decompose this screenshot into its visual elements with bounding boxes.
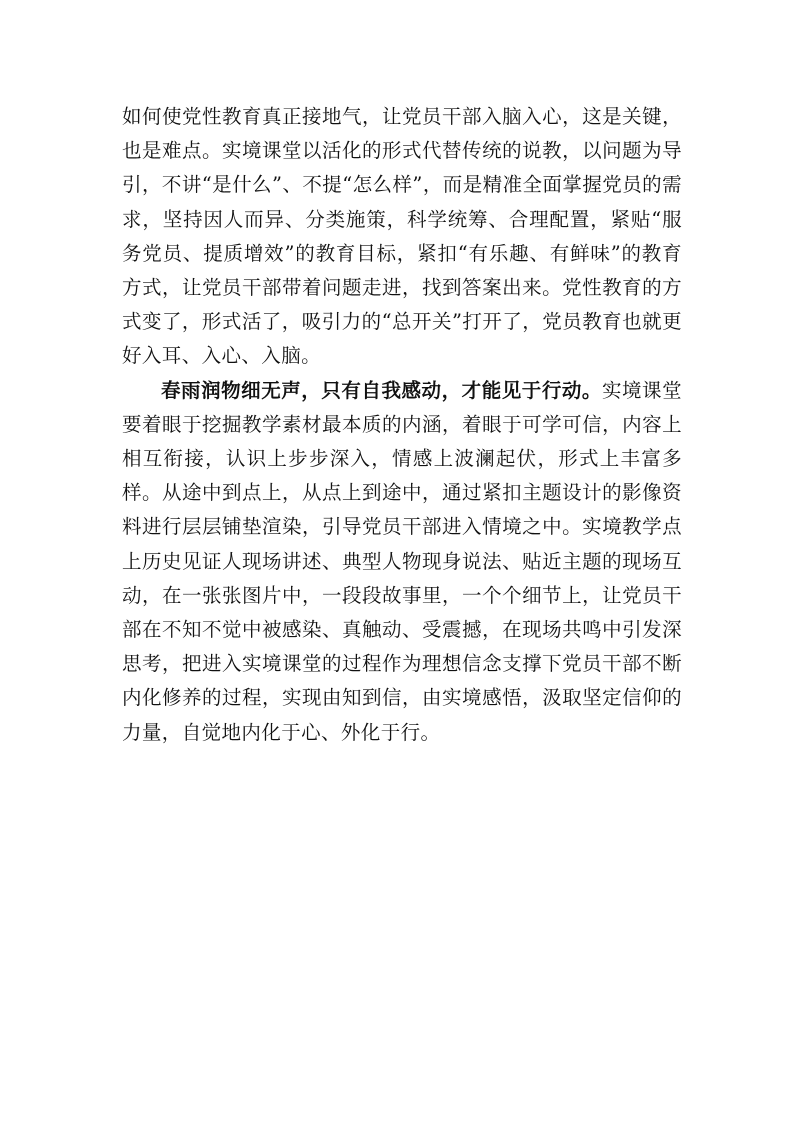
paragraph-1 <box>122 100 682 374</box>
paragraph-1-text: 如何使党性教育真正接地气，让党员干部入脑入心，这是关键，也是难点。实境课堂以活化的形式代替传统的说教，以问题为导引，不讲“是什么”、不提“怎么样”，而是精准全面掌握党员的需求，坚持因人而异、分类施策，科学统筹、合理配置，紧贴“服务党员、提质增效”的教育目标，紧扣“有乐趣、有鲜味”的教育方式，让党员干部带着问题走进，找到答案出来。党性教育的方式变了，形式活了，吸引力的“总开关”打开了，党员教育也就更好入耳、入心、入脑。 <box>122 105 682 368</box>
document-body <box>122 100 682 750</box>
paragraph-2-text: 实境课堂要着眼于挖掘教学素材最本质的内涵，着眼于可学可信，内容上相互衔接，认识上步步深入，情感上波澜起伏，形式上丰富多样。从途中到点上，从点上到途中，通过紧扣主题设计的影像资料进行层层铺垫渲染，引导党员干部进入情境之中。实境教学点上历史见证人现场讲述、典型人物现身说法、贴近主题的现场互动，在一张张图片中，一段段故事里，一个个细节上，让党员干部在不知不觉中被感染、真触动、受震撼，在现场共鸣中引发深思考，把进入实境课堂的过程作为理想信念支撑下党员干部不断内化修养的过程，实现由知到信，由实境感悟，汲取坚定信仰的力量，自觉地内化于心、外化于行。 <box>122 378 682 744</box>
paragraph-2-lead-sentence: 春雨润物细无声，只有自我感动，才能见于行动。 <box>161 378 602 402</box>
paragraph-2 <box>122 374 682 750</box>
